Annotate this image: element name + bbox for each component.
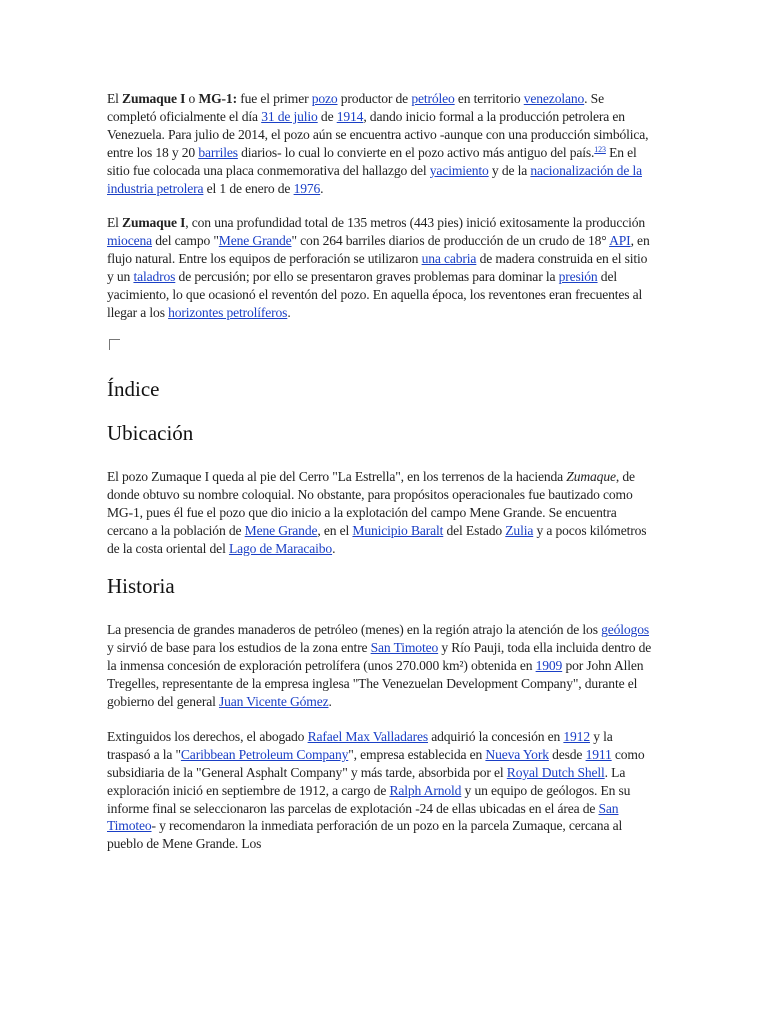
broken-image-icon [109,339,120,350]
link-caribbean-petroleum-company[interactable]: Caribbean Petroleum Company [180,746,349,762]
text: El [107,91,123,106]
reference-link-123[interactable]: 123 [594,144,606,154]
bold-term-mg1: MG-1: [198,91,237,106]
text: Extinguidos los derechos, el abogado [107,728,308,744]
text: En el sitio fue colocada una placa conmemorativa del hallazgo del [107,144,637,178]
link-1912[interactable]: 1912 [563,728,590,744]
text: adquirió la concesión en [428,728,564,744]
text: La presencia de grandes manaderos de petróleo (menes) en la región atrajo la atención de los [107,622,602,638]
link-ralph-arnold[interactable]: Ralph Arnold [389,782,462,798]
link-nacionalizacion[interactable]: nacionalización de la industria petrolera [107,162,642,196]
link-barriles[interactable]: barriles [198,144,238,160]
text: del Estado [443,522,506,538]
text: El [107,215,123,231]
link-venezolano[interactable]: venezolano [523,91,585,106]
link-api[interactable]: API [609,233,631,249]
bold-term-zumaque: Zumaque I [122,91,186,106]
link-yacimiento[interactable]: yacimiento [429,162,489,178]
text: y Río Pauji, toda ella incluida dentro de la inmensa concesión de exploración petrolífera (unos 270.000 km²) obtenida en [107,640,652,674]
text: - y recomendaron la inmediata perforación de un pozo en la parcela Zumaque, cercana al pueblo de Mene Grande. Los [107,818,623,852]
heading-indice: Índice [107,376,160,401]
text: y un equipo de geólogos. En su informe final se seleccionaron las parcelas de explotación -24 de ellas ubicadas en el área de [107,782,631,816]
text: del campo " [152,233,219,249]
text: . [328,694,332,710]
text: y de la [488,162,531,178]
link-geologos[interactable]: geólogos [601,622,649,638]
history-paragraph-1 [107,621,655,711]
link-pozo[interactable]: pozo [311,91,338,106]
text: o [185,91,199,106]
text: . La exploración inició en septiembre de 1912, a cargo de [107,764,626,798]
link-petroleo[interactable]: petróleo [411,91,455,106]
text: , con una profundidad total de 135 metros (443 pies) inició exitosamente la producción [185,215,646,231]
bold-term-zumaque: Zumaque I [122,215,186,231]
link-una-cabria[interactable]: una cabria [421,251,477,267]
link-presion[interactable]: presión [558,269,598,285]
link-lago-de-maracaibo[interactable]: Lago de Maracaibo [228,540,333,556]
text: desde [548,746,586,762]
link-san-timoteo[interactable]: San Timoteo [107,800,619,834]
text: de madera construida en el sitio y un [107,251,648,285]
text: . [332,540,336,556]
text: , de donde obtuvo su nombre coloquial. No obstante, para propósitos operacionales fue bautizado como MG-1, pues él fue el pozo que dio inicio a la explotación del campo Mene Grande. Se encuentra cercano a la población de [107,468,635,538]
italic-term-zumaque: Zumaque [566,468,616,484]
link-1914[interactable]: 1914 [336,108,364,124]
text: , en flujo natural. Entre los equipos de perforación se utilizaron [107,233,650,267]
text: diarios- lo cual lo convierte en el pozo activo más antiguo del país. [237,144,595,160]
text: como subsidiaria de la "General Asphalt Company" y más tarde, absorbida por el [107,746,645,780]
heading-ubicacion: Ubicación [107,420,194,445]
link-mene-grande[interactable]: Mene Grande [244,522,318,538]
text: y a pocos kilómetros de la costa oriental del [107,522,647,556]
text: , dando inicio formal a la producción petrolera en Venezuela. Para julio de 2014, el pozo aún se encuentra activo -aunque con una producción simbólica, entre los 18 y 20 [107,108,649,160]
text: y sirvió de base para los estudios de la zona entre [107,640,371,656]
link-juan-vicente-gomez[interactable]: Juan Vicente Gómez [218,694,329,710]
article-body [107,90,655,870]
link-31-de-julio[interactable]: 31 de julio [261,108,318,124]
text: . Se completó oficialmente el día [107,91,604,124]
link-zulia[interactable]: Zulia [505,522,534,538]
text: productor de [337,91,412,106]
link-1976[interactable]: 1976 [293,180,321,196]
text: por John Allen Tregelles, representante de la empresa inglesa "The Venezuelan Development Company", durante el gobierno del general [107,658,644,710]
text: fue el primer [236,91,312,106]
text: en territorio [454,91,524,106]
text: del yacimiento, lo que ocasionó el reventón del pozo. En aquella época, los reventones eran frecuentes al llegar a los [107,269,643,320]
link-taladros[interactable]: taladros [133,269,176,285]
link-horizontes-petroliferos[interactable]: horizontes petrolíferos [168,304,288,320]
text: , en el [317,522,353,538]
location-paragraph [107,468,655,558]
link-mene-grande[interactable]: Mene Grande [218,233,292,249]
text: de [317,108,337,124]
text: El pozo Zumaque I queda al pie del Cerro "La Estrella", en los terrenos de la hacienda [107,468,567,484]
text: y la traspasó a la " [107,728,613,762]
link-municipio-baralt[interactable]: Municipio Baralt [352,522,444,538]
intro-paragraph [107,90,655,197]
link-san-timoteo[interactable]: San Timoteo [370,640,439,656]
text: ", empresa establecida en [348,746,486,762]
heading-historia: Historia [107,574,175,599]
production-paragraph [107,214,655,321]
history-paragraph-2 [107,728,655,853]
link-rafael-max-valladares[interactable]: Rafael Max Valladares [307,728,428,744]
link-1911[interactable]: 1911 [585,746,612,762]
link-1909[interactable]: 1909 [535,658,563,674]
text: de percusión; por ello se presentaron graves problemas para dominar la [175,269,559,285]
text: . [320,180,324,196]
text: . [287,304,291,320]
text: el 1 de enero de [203,180,294,196]
text: " con 264 barriles diarios de producción de un crudo de 18° [291,233,610,249]
link-miocena[interactable]: miocena [107,233,152,249]
link-royal-dutch-shell[interactable]: Royal Dutch Shell [506,764,605,780]
link-nueva-york[interactable]: Nueva York [485,746,549,762]
